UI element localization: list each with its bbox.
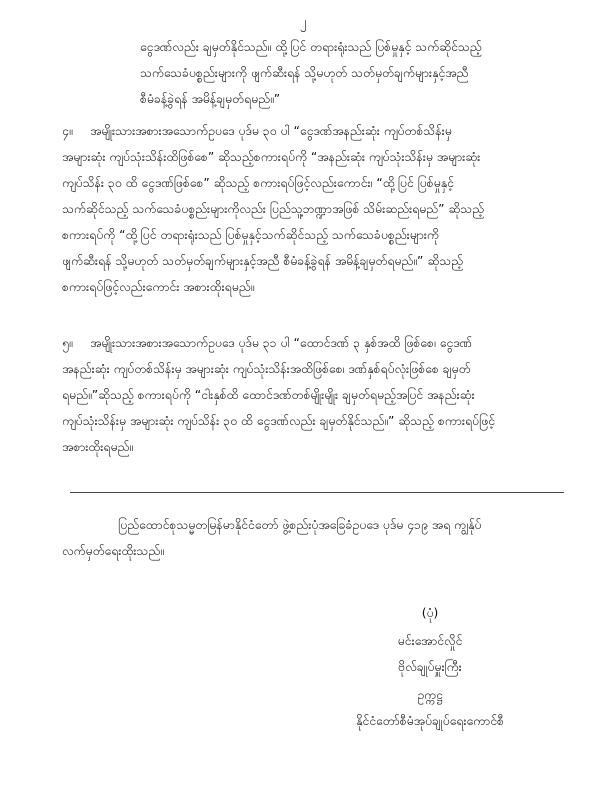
- issuing-body: နိုင်ငံတော်စီမံအုပ်ချုပ်ရေးကောင်စီ: [356, 714, 504, 728]
- section-5-line: အစားထိုးရမည်။: [62, 440, 134, 454]
- section-4-line: စကားရပ်ဖြင့်လည်းကောင်း အစားထိုးရမည်။: [62, 280, 255, 294]
- section-4-line: စကားရပ်ကို “ထို့ပြင် တရားရုံးသည် ပြစ်မှုနှင့်သက်ဆိုင်သည့် သက်သေခံပစ္စည်းများကို: [62, 228, 439, 242]
- signatory-name: မင်းအောင်လှိုင်: [397, 634, 463, 648]
- section-4-line: ဖျက်ဆီးရန် သို့မဟုတ် သတ်မှတ်ချက်များနှင့်အညီ စီမံခန့်ခွဲရန် အမိန့်ချမှတ်ရမည်။” ဆိုသည့်: [62, 254, 463, 268]
- section-4-line: ကျပ်သိန်း ၃၀ ထိ ငွေဒဏ်ဖြစ်စေ” ဆိုသည့် စကားရပ်ဖြင့်လည်းကောင်း၊ “ထို့ပြင် ပြစ်မှုနှင့်: [62, 176, 454, 190]
- enactment-line: ပြည်ထောင်စုသမ္မတမြန်မာနိုင်ငံတော် ဖွဲ့စည်းပုံအခြေခံဥပဒေ ပုဒ်မ ၄၁၉ အရ ကျွန်ုပ်: [118, 518, 482, 532]
- continuation-line: သက်သေခံပစ္စည်းများကို ဖျက်ဆီးရန် သို့မဟုတ် သတ်မှတ်ချက်များနှင့်အညီ: [140, 66, 469, 80]
- continuation-paragraph: [140, 34, 567, 112]
- continuation-line: ငွေဒဏ်လည်း ချမှတ်နိုင်သည်။ ထို့ပြင် တရားရုံးသည် ပြစ်မှုနှင့် သက်ဆိုင်သည့်: [140, 40, 482, 54]
- signatory-rank: ဗိုလ်ချုပ်မှူးကြီး: [398, 660, 462, 674]
- section-5-number: ၅။: [62, 336, 73, 350]
- section-5-line: အနည်းဆုံး ကျပ်တစ်သိန်းမှ အများဆုံး ကျပ်သုံးသိန်းအထိဖြစ်စေ၊ ဒဏ်နှစ်ရပ်လုံးဖြစ်စေ ချမှတ်: [62, 362, 471, 376]
- section-5-line: ရမည်။”ဆိုသည့် စကားရပ်ကို “ငါးနှစ်ထိ ထောင်ဒဏ်တစ်မျိုးမျိုး ချမှတ်ရမည့်အပြင် အနည်းဆုံး: [62, 388, 475, 402]
- section-5-first-line: [62, 330, 567, 356]
- section-4-line: အမျိုးသားအစားအသောက်ဥပဒေ ပုဒ်မ ၃၀ ပါ “ငွေဒဏ်အနည်းဆုံး ကျပ်တစ်သိန်းမှ: [90, 124, 452, 138]
- section-5-paragraph: [62, 330, 567, 460]
- section-4-line: သက်ဆိုင်သည့် သက်သေခံပစ္စည်းများကိုလည်း ပြည်သူ့ဘဏ္ဍာအဖြစ် သိမ်းဆည်းရမည်” ဆိုသည့်: [62, 202, 485, 216]
- section-4-paragraph: [62, 118, 567, 300]
- page-number: ၂: [299, 15, 307, 30]
- enactment-paragraph: [62, 512, 567, 564]
- section-4-first-line: [62, 118, 567, 144]
- section-5-line: ကျပ်သုံးသိန်းမှ အများဆုံး ကျပ်သိန်း ၃၀ ထိ ငွေဒဏ်လည်း ချမှတ်နိုင်သည်။” ဆိုသည့် စကားရပ်ဖြင့်: [62, 414, 495, 428]
- signatory-position: ဥက္ကဋ္ဌ: [417, 688, 443, 702]
- section-4-line: အများဆုံး ကျပ်သုံးသိန်းထိဖြစ်စေ” ဆိုသည့်စကားရပ်ကို “အနည်းဆုံး ကျပ်သုံးသိန်းမှ အများဆုံး: [62, 150, 481, 164]
- signature-mark: (ပုံ): [421, 606, 439, 620]
- section-5-line: အမျိုးသားအစားအသောက်ဥပဒေ ပုဒ်မ ၃၁ ပါ “ထောင်ဒဏ် ၃ နှစ်အထိ ဖြစ်စေ၊ ငွေဒဏ်: [90, 336, 473, 350]
- section-4-number: ၄။: [62, 124, 73, 138]
- continuation-line: စီမံခန့်ခွဲရန် အမိန့်ချမှတ်ရမည်။”: [140, 92, 281, 106]
- enactment-line: လက်မှတ်ရေးထိုးသည်။: [62, 544, 164, 558]
- horizontal-divider: [70, 492, 564, 493]
